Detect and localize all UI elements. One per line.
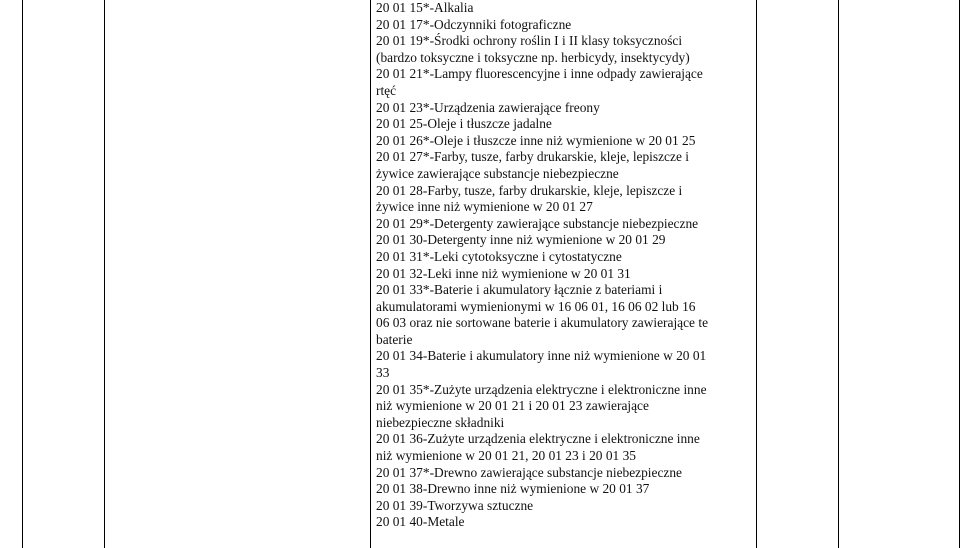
column-divider [756, 0, 757, 548]
waste-code-line: 20 01 28-Farby, tusze, farby drukarskie, kleje, lepiszcze i [376, 182, 683, 198]
waste-code-line: 20 01 25-Oleje i tłuszcze jadalne [376, 116, 552, 132]
waste-code-line: 33 [376, 365, 390, 381]
column-divider [370, 0, 371, 548]
waste-code-line: 20 01 35*-Zużyte urządzenia elektryczne i elektroniczne inne [376, 381, 707, 397]
waste-code-line: 20 01 40-Metale [376, 514, 465, 530]
waste-code-line: 20 01 19*-Środki ochrony roślin I i II klasy toksyczności [376, 33, 683, 49]
waste-code-line: niebezpieczne składniki [376, 414, 505, 430]
waste-code-line: 20 01 27*-Farby, tusze, farby drukarskie, kleje, lepiszcze i [376, 149, 689, 165]
waste-code-line: żywice zawierające substancje niebezpieczne [376, 165, 619, 181]
waste-code-line: 20 01 34-Baterie i akumulatory inne niż wymienione w 20 01 [376, 348, 707, 364]
waste-code-line: 20 01 17*-Odczynniki fotograficzne [376, 16, 572, 32]
waste-code-line: 06 03 oraz nie sortowane baterie i akumulatory zawierające te [376, 315, 709, 331]
waste-code-line: 20 01 31*-Leki cytotoksyczne i cytostatyczne [376, 248, 622, 264]
waste-code-line: niż wymienione w 20 01 21, 20 01 23 i 20 01 35 [376, 448, 636, 464]
waste-code-line: niż wymienione w 20 01 21 i 20 01 23 zawierające [376, 398, 649, 414]
waste-code-line: 20 01 39-Tworzywa sztuczne [376, 497, 534, 513]
waste-code-line: rtęć [376, 82, 397, 98]
waste-code-line: 20 01 32-Leki inne niż wymienione w 20 01 31 [376, 265, 631, 281]
waste-code-line: baterie [376, 331, 413, 347]
waste-code-line: 20 01 29*-Detergenty zawierające substancje niebezpieczne [376, 215, 699, 231]
waste-code-line: 20 01 15*-Alkalia [376, 0, 474, 15]
waste-code-line: akumulatorami wymienionymi w 16 06 01, 16 06 02 lub 16 [376, 298, 696, 314]
waste-code-line: 20 01 21*-Lampy fluorescencyjne i inne odpady zawierające [376, 66, 703, 82]
waste-code-line: (bardzo toksyczne i toksyczne np. herbicydy, insektycydy) [376, 49, 690, 65]
column-divider [104, 0, 105, 548]
waste-code-line: 20 01 36-Zużyte urządzenia elektryczne i elektroniczne inne [376, 431, 700, 447]
column-divider [22, 0, 23, 548]
waste-code-line: 20 01 38-Drewno inne niż wymienione w 20 01 37 [376, 481, 650, 497]
waste-code-line: 20 01 37*-Drewno zawierające substancje niebezpieczne [376, 464, 682, 480]
column-divider [838, 0, 839, 548]
waste-codes-cell [376, 0, 756, 531]
waste-code-line: 20 01 30-Detergenty inne niż wymienione w 20 01 29 [376, 232, 666, 248]
waste-code-line: 20 01 26*-Oleje i tłuszcze inne niż wymienione w 20 01 25 [376, 132, 696, 148]
waste-code-line: żywice inne niż wymienione w 20 01 27 [376, 199, 593, 215]
waste-code-line: 20 01 23*-Urządzenia zawierające freony [376, 99, 600, 115]
waste-code-line: 20 01 33*-Baterie i akumulatory łącznie z bateriami i [376, 282, 663, 298]
